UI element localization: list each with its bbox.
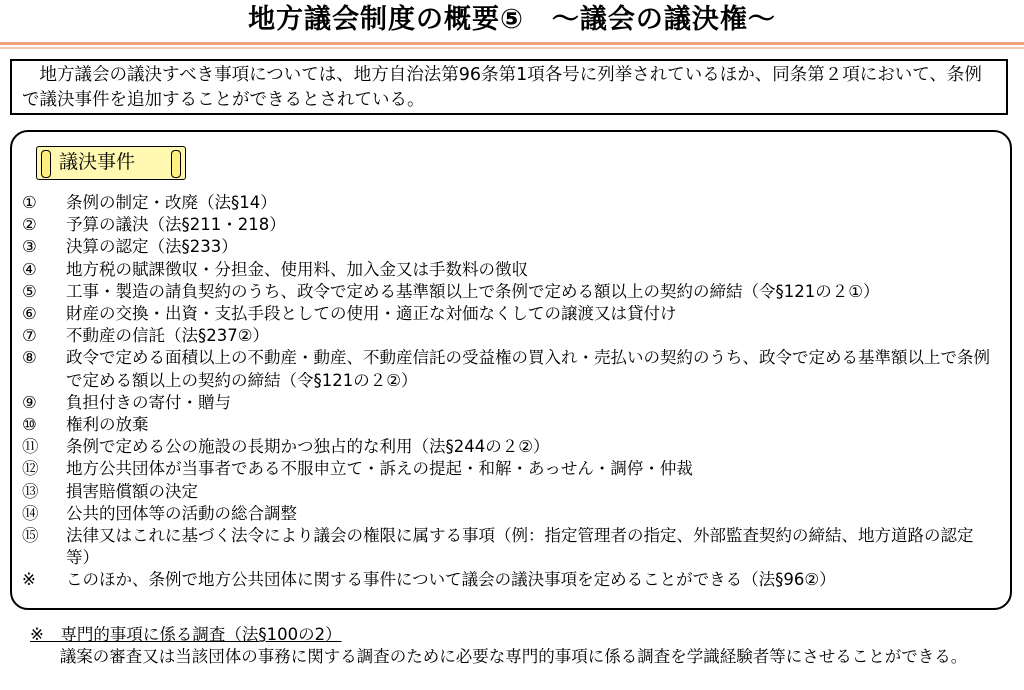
section-label: 議決事件 [59, 151, 136, 173]
list-item [22, 347, 992, 391]
title-underline [0, 42, 1024, 45]
section-label-scroll [36, 146, 186, 180]
list-item [22, 236, 992, 258]
item-text: 地方公共団体が当事者である不服申立て・訴えの提起・和解・あっせん・調停・仲裁 [66, 459, 693, 479]
item-text: 不動産の信託（法§237②） [66, 326, 270, 346]
list-item [22, 214, 992, 236]
list-item [22, 436, 992, 458]
title-underline-secondary [0, 47, 1024, 49]
page-title: 地方議会制度の概要⑤ ～議会の議決権～ [248, 4, 776, 35]
item-number: ⑭ [22, 503, 39, 523]
item-number: ⑩ [22, 415, 37, 435]
item-text: 権利の放棄 [66, 415, 149, 435]
intro-text: 地方議会の議決すべき事項については、地方自治法第96条第1項各号に列挙されているほか、同条第２項において、条例で議決事件を追加することができるとされている。 [22, 65, 982, 110]
list-item [22, 392, 992, 414]
list-item [22, 303, 992, 325]
item-text: 予算の議決（法§211・218） [66, 215, 286, 235]
item-text: 公共的団体等の活動の総合調整 [66, 503, 297, 523]
item-text: 財産の交換・出資・支払手段としての使用・適正な対価なくしての譲渡又は貸付け [66, 304, 677, 324]
list-item [22, 503, 992, 525]
item-number: ⑨ [22, 392, 37, 412]
item-text: 地方税の賦課徴収・分担金、使用料、加入金又は手数料の徴収 [66, 259, 528, 279]
note-body: 議案の審査又は当該団体の事務に関する調査のために必要な専門的事項に係る調査を学識経験者等にさせることができる。 [59, 647, 968, 666]
item-text: 条例の制定・改廃（法§14） [66, 193, 277, 212]
item-number: ⑤ [22, 281, 37, 301]
list-item [22, 569, 992, 591]
item-number: ⑮ [22, 526, 39, 546]
list-item [22, 481, 992, 503]
item-text: 損害賠償額の決定 [66, 481, 198, 501]
item-text: 条例で定める公の施設の長期かつ独占的な利用（法§244の２②） [66, 437, 550, 457]
item-number: ⑥ [22, 304, 37, 324]
item-number: ④ [22, 259, 37, 279]
item-number: ② [22, 215, 37, 235]
item-number: ③ [22, 237, 37, 257]
item-text: 負担付きの寄付・贈与 [66, 392, 231, 412]
note-heading: ※ 専門的事項に係る調査（法§100の2） [30, 625, 342, 644]
intro-box [10, 59, 1008, 115]
item-text: 法律又はこれに基づく法令により議会の権限に属する事項（例：指定管理者の指定、外部監査契約の締結、地方道路の認定 等） [66, 526, 990, 568]
item-text: 政令で定める面積以上の不動産・動産、不動産信託の受益権の買入れ・売払いの契約のうち、政令で定める基準額以上で条例で定める額以上の契約の締結（令§121の２②） [66, 348, 990, 390]
item-number: ⑫ [22, 459, 39, 479]
list-item [22, 192, 992, 214]
item-number: ⑪ [22, 437, 39, 457]
item-number: ⑬ [22, 481, 39, 501]
list-item [22, 325, 992, 347]
list-item [22, 458, 992, 480]
list-item [22, 525, 992, 569]
item-number: ※ [22, 570, 36, 590]
list-item [22, 414, 992, 436]
item-number: ① [22, 193, 37, 212]
item-text: 決算の認定（法§233） [66, 237, 238, 257]
item-text: このほか、条例で地方公共団体に関する事件について議会の議決事項を定めることができる（法§96②） [66, 570, 836, 590]
item-number: ⑧ [22, 348, 37, 368]
item-number: ⑦ [22, 326, 37, 346]
item-list [22, 192, 992, 592]
item-text: 工事・製造の請負契約のうち、政令で定める基準額以上で条例で定める額以上の契約の締結（令§121の２①） [66, 281, 880, 301]
list-item [22, 259, 992, 281]
list-item [22, 281, 992, 303]
